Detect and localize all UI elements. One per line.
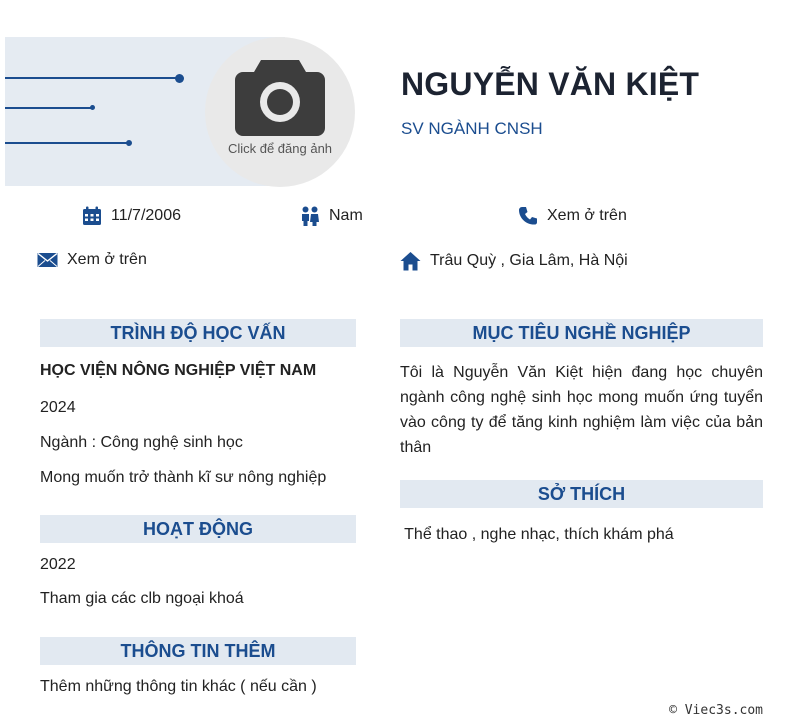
activities-description: Tham gia các clb ngoại khoá (40, 590, 244, 607)
email-value: Xem ở trên (67, 251, 147, 268)
home-icon (400, 251, 421, 271)
people-icon (300, 206, 320, 226)
photo-upload-label[interactable]: Click để đăng ảnh (227, 141, 333, 156)
candidate-name: NGUYỄN VĂN KIỆT (401, 66, 700, 102)
decor-dot (90, 105, 95, 110)
activities-heading: HOẠT ĐỘNG (40, 515, 356, 543)
birthdate-item (82, 206, 181, 226)
hobbies-text: Thể thao , nghe nhạc, thích khám phá (400, 526, 674, 543)
objective-heading: MỤC TIÊU NGHỀ NGHIỆP (400, 319, 763, 347)
address-item (400, 251, 628, 271)
education-school: HỌC VIỆN NÔNG NGHIỆP VIỆT NAM (40, 362, 317, 379)
calendar-icon (82, 206, 102, 226)
gender-item (300, 206, 363, 226)
decor-line (5, 77, 180, 79)
objective-text: Tôi là Nguyễn Văn Kiệt hiện đang học chuyên ngành công nghệ sinh học mong muốn ứng tuyển vào công ty để tăng kinh nghiệm làm việc của bản thân (400, 364, 763, 456)
education-year: 2024 (40, 399, 76, 416)
email-item (37, 251, 147, 269)
birthdate-value: 11/7/2006 (111, 207, 181, 224)
gender-value: Nam (329, 207, 363, 224)
hobbies-heading: SỞ THÍCH (400, 480, 763, 508)
extra-heading: THÔNG TIN THÊM (40, 637, 356, 665)
footer-watermark: © Viec3s.com (669, 703, 763, 718)
phone-item (518, 206, 627, 226)
camera-icon[interactable] (235, 58, 325, 136)
decor-line (5, 142, 129, 144)
extra-text: Thêm những thông tin khác ( nếu cần ) (40, 678, 317, 695)
decor-line (5, 107, 93, 109)
decor-dot (175, 74, 184, 83)
phone-icon (518, 206, 538, 226)
envelope-icon (37, 252, 58, 268)
decor-dot (126, 140, 132, 146)
education-goal: Mong muốn trở thành kĩ sư nông nghiệp (40, 469, 327, 486)
education-heading: TRÌNH ĐỘ HỌC VẤN (40, 319, 356, 347)
activities-year: 2022 (40, 556, 76, 573)
phone-value: Xem ở trên (547, 207, 627, 224)
education-major: Ngành : Công nghệ sinh học (40, 434, 243, 451)
candidate-title: SV NGÀNH CNSH (401, 119, 543, 138)
address-value: Trâu Quỳ , Gia Lâm, Hà Nội (430, 252, 628, 269)
